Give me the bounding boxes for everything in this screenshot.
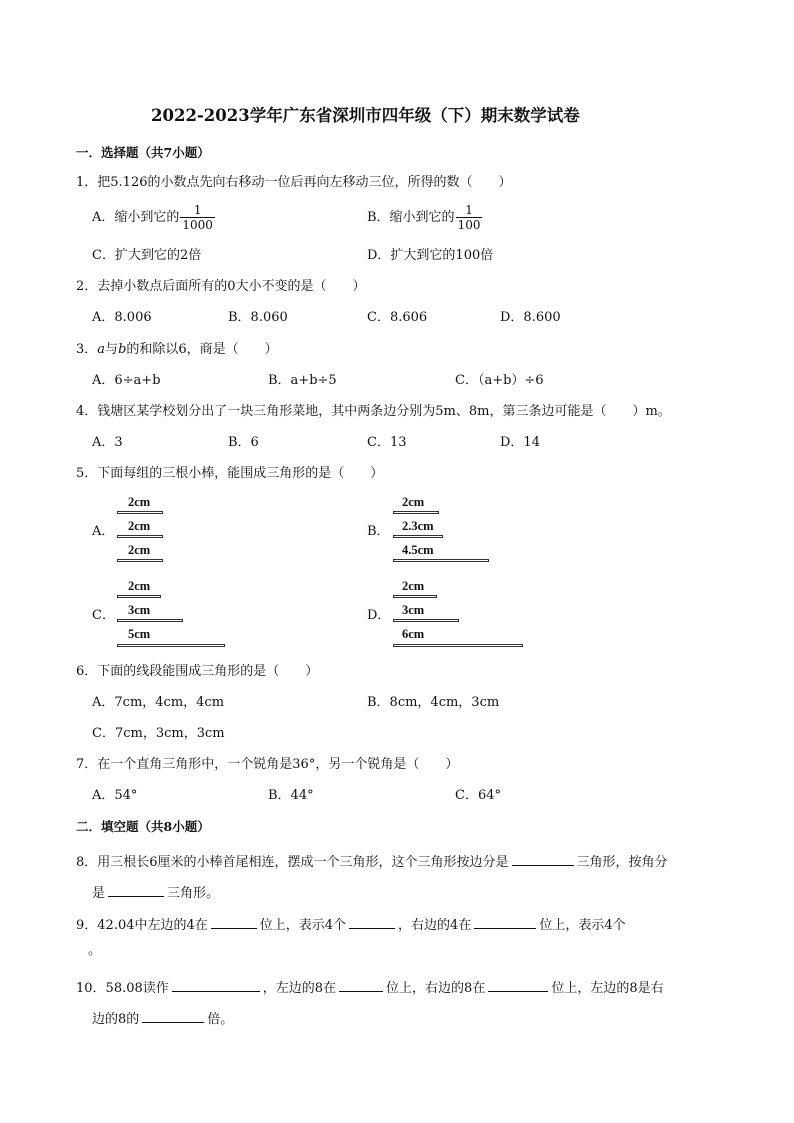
question-4-option-b[interactable]: B．6 — [228, 435, 259, 450]
question-5-option-a[interactable]: A． — [92, 524, 115, 539]
stick-bar — [393, 619, 459, 622]
stick-label: 2.3cm — [402, 519, 434, 533]
question-6-option-c[interactable]: C．7cm，3cm，3cm — [92, 726, 225, 741]
question-9-text: 位上，表示4个 — [259, 918, 347, 933]
question-1-stem: 1．把5.126的小数点先向右移动一位后再向左移动三位，所得的数（ ） — [76, 175, 512, 190]
stick-bar — [393, 511, 439, 514]
question-2-option-d[interactable]: D．8.600 — [500, 310, 561, 325]
fraction-denominator: 100 — [457, 218, 481, 232]
question-8-text: 是 — [92, 886, 106, 901]
question-10-text: 边的8的 — [92, 1012, 140, 1027]
fraction-1-100 — [456, 203, 483, 232]
question-9-line-2: 。 — [88, 943, 102, 958]
stick-label: 3cm — [128, 603, 151, 617]
question-1-option-c[interactable]: C．扩大到它的2倍 — [92, 248, 202, 263]
question-6-option-a[interactable]: A．7cm，4cm，4cm — [92, 695, 225, 710]
question-7-option-c[interactable]: C．64° — [455, 788, 501, 803]
question-9-text: 9．42.04中左边的4在 — [76, 918, 208, 933]
variable-b: b — [118, 342, 127, 357]
question-2-option-b[interactable]: B．8.060 — [228, 310, 288, 325]
answer-blank[interactable] — [108, 883, 164, 897]
stick-bar — [117, 559, 163, 562]
fraction-denominator: 1000 — [182, 218, 213, 232]
answer-blank[interactable] — [142, 1009, 204, 1023]
option-a-text: A．缩小到它的 — [92, 210, 180, 225]
fraction-numerator: 1 — [465, 203, 473, 217]
stick-bar — [117, 511, 163, 514]
stick-bar — [393, 595, 437, 598]
answer-blank[interactable] — [488, 978, 548, 992]
question-9-text: 位上，表示4个 — [539, 918, 626, 933]
stick-bar — [393, 644, 523, 647]
question-5-option-b[interactable]: B． — [367, 524, 390, 539]
option-b-text: B．缩小到它的 — [367, 210, 455, 225]
question-5-option-d[interactable]: D． — [367, 608, 391, 623]
stick-bar — [117, 619, 183, 622]
variable-a: a — [97, 342, 106, 357]
stick-label: 2cm — [402, 579, 425, 593]
stick-label: 2cm — [402, 495, 425, 509]
stick-label: 5cm — [128, 627, 151, 641]
fraction-numerator: 1 — [193, 203, 202, 217]
question-8-text: 三角形。 — [167, 886, 220, 901]
question-6-stem: 6．下面的线段能围成三角形的是（ ） — [76, 664, 319, 679]
question-8-text: 8．用三根长6厘米的小棒首尾相连，摆成一个三角形，这个三角形按边分是 — [76, 855, 509, 870]
stick-bar — [117, 595, 161, 598]
question-8-text: 三角形，按角分 — [576, 855, 668, 870]
question-10-line-2 — [92, 1009, 233, 1026]
stick-label: 2cm — [128, 579, 151, 593]
stick-label: 3cm — [402, 603, 425, 617]
stick-bar — [393, 535, 443, 538]
stick-label: 4.5cm — [402, 543, 434, 557]
stem-rest: 的和除以6，商是（ ） — [126, 342, 278, 357]
fraction-1-1000 — [180, 203, 215, 232]
question-5-stem: 5．下面每组的三根小棒，能围成三角形的是（ ） — [76, 466, 384, 481]
stick-label: 6cm — [402, 627, 425, 641]
question-10-text: 倍。 — [207, 1012, 234, 1027]
question-8-line-1 — [76, 852, 668, 869]
question-10-text: 位上，左边的8是右 — [551, 981, 664, 996]
page-title: 2022-2023学年广东省深圳市四年级（下）期末数学试卷 — [151, 106, 580, 125]
stick-label: 2cm — [128, 519, 151, 533]
question-4-option-c[interactable]: C．13 — [367, 435, 407, 450]
question-2-stem: 2．去掉小数点后面所有的0大小不变的是（ ） — [76, 279, 366, 294]
question-10-text: 位上，右边的8在 — [386, 981, 486, 996]
answer-blank[interactable] — [349, 915, 395, 929]
stick-bar — [117, 644, 225, 647]
question-2-option-c[interactable]: C．8.606 — [367, 310, 428, 325]
stick-label: 2cm — [128, 495, 151, 509]
question-4-option-d[interactable]: D．14 — [500, 435, 540, 450]
question-10-text: 10．58.08读作 — [76, 981, 169, 996]
question-1-option-d[interactable]: D．扩大到它的100倍 — [367, 248, 494, 263]
question-1-option-a[interactable] — [92, 203, 215, 232]
question-10-line-1 — [76, 978, 664, 995]
question-7-option-b[interactable]: B．44° — [268, 788, 314, 803]
question-8-line-2 — [92, 883, 219, 900]
question-9-text: ，右边的4在 — [398, 918, 472, 933]
question-7-stem: 7．在一个直角三角形中，一个锐角是36°，另一个锐角是（ ） — [76, 757, 459, 772]
question-4-stem: 4．钱塘区某学校划分出了一块三角形菜地，其中两条边分别为5m、8m，第三条边可能是（ ）m。 — [76, 404, 671, 419]
question-5-option-c[interactable]: C． — [92, 608, 115, 623]
question-10-text: ，左边的8在 — [262, 981, 337, 996]
question-4-option-a[interactable]: A．3 — [92, 435, 123, 450]
question-3-option-b[interactable]: B．a+b÷5 — [268, 373, 337, 388]
question-3-option-a[interactable]: A．6÷a+b — [92, 373, 161, 388]
stem-connector: 与 — [105, 342, 119, 357]
section-heading-choice: 一．选择题（共7小题） — [76, 145, 210, 160]
question-number: 3． — [76, 342, 98, 357]
stick-bar — [117, 535, 163, 538]
question-3-stem — [76, 343, 278, 356]
answer-blank[interactable] — [339, 978, 383, 992]
answer-blank[interactable] — [172, 978, 260, 992]
question-7-option-a[interactable]: A．54° — [92, 788, 138, 803]
question-2-option-a[interactable]: A．8.006 — [92, 310, 152, 325]
answer-blank[interactable] — [211, 915, 257, 929]
stick-bar — [393, 559, 489, 562]
question-1-option-b[interactable] — [367, 203, 482, 232]
section-heading-fill: 二．填空题（共8小题） — [76, 819, 210, 834]
answer-blank[interactable] — [474, 915, 536, 929]
question-6-option-b[interactable]: B．8cm，4cm，3cm — [367, 695, 500, 710]
question-3-option-c[interactable]: C．（a+b）÷6 — [455, 373, 544, 388]
stick-label: 2cm — [128, 543, 151, 557]
question-9-line-1 — [76, 915, 626, 932]
answer-blank[interactable] — [512, 852, 574, 866]
